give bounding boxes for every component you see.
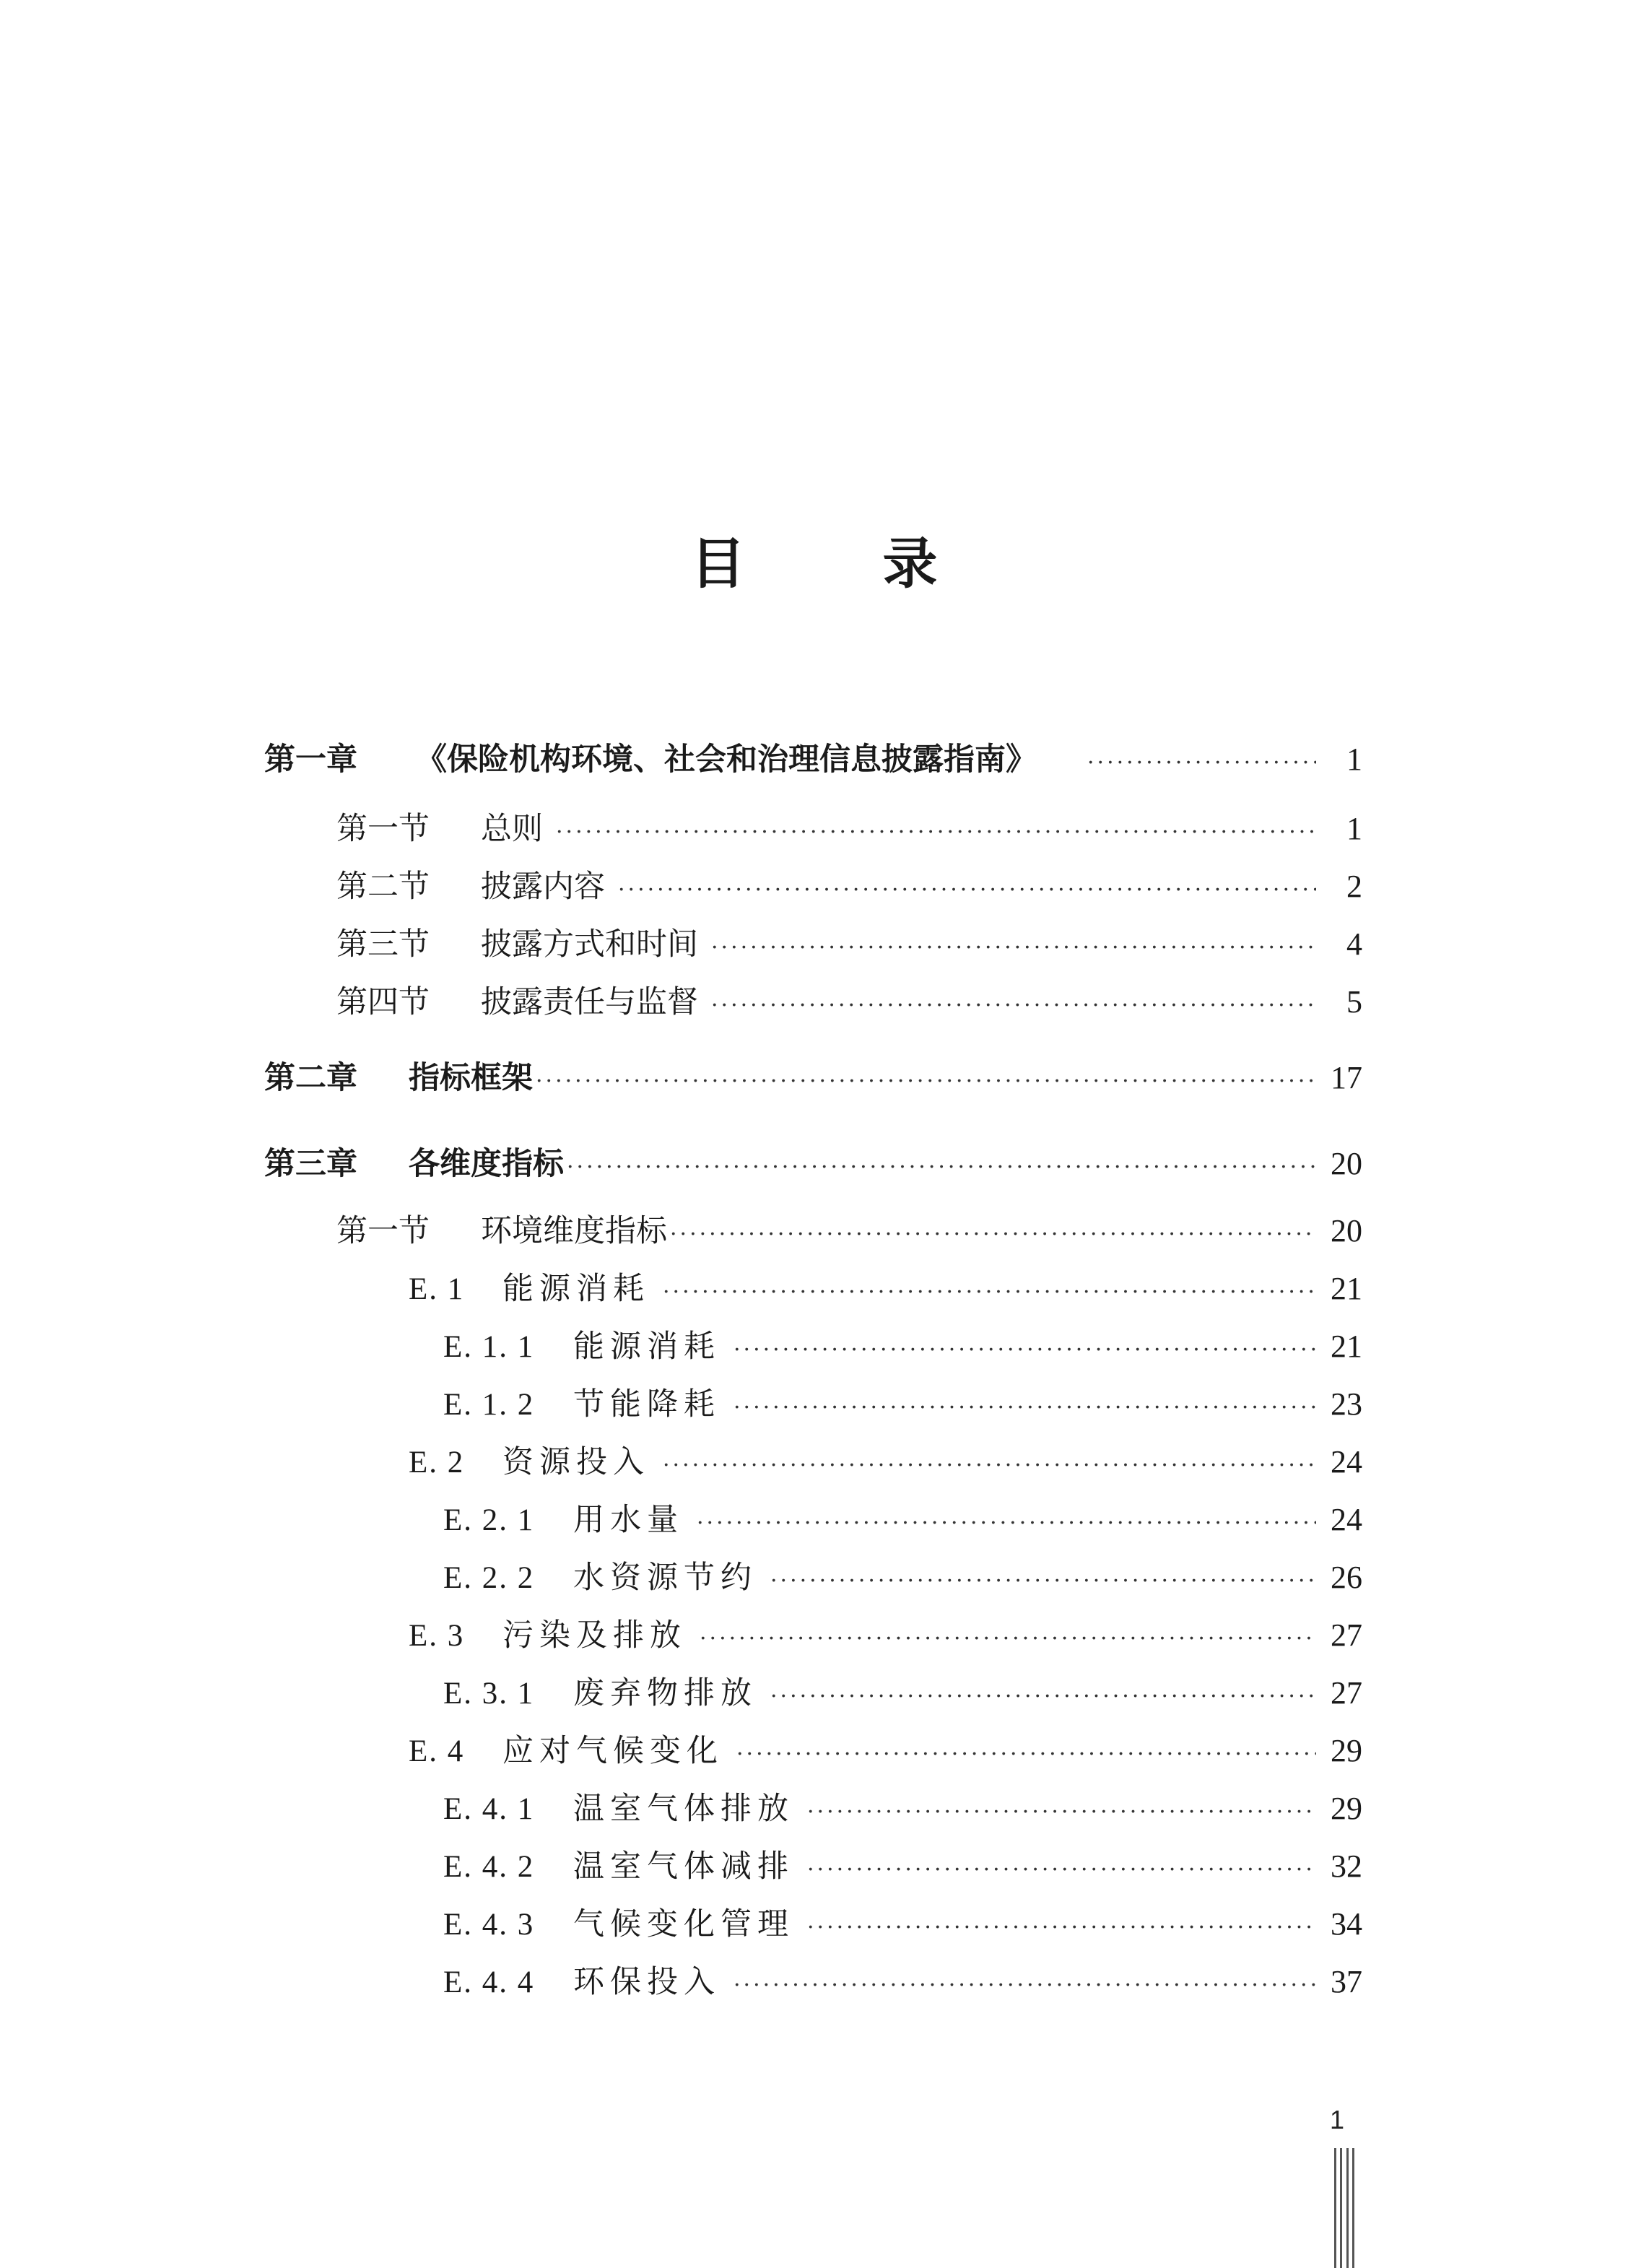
page-number: 1 xyxy=(1330,2105,1345,2134)
toc-entry[interactable] xyxy=(443,1903,1362,1946)
toc-entry-page: 32 xyxy=(1331,1848,1362,1884)
dot-leader xyxy=(618,869,1316,912)
dot-leader xyxy=(1087,742,1316,785)
toc-entry-title: 各维度指标 xyxy=(409,1146,564,1182)
toc-entry[interactable] xyxy=(443,1672,1362,1715)
toc-entry-page: 20 xyxy=(1331,1213,1362,1248)
toc-entry-title: 环保投入 xyxy=(573,1964,721,2000)
toc-entry-page: 27 xyxy=(1331,1617,1362,1653)
dot-leader xyxy=(663,1271,1316,1314)
dot-leader xyxy=(807,1906,1316,1950)
toc-entry-title: 能源消耗 xyxy=(502,1271,650,1307)
toc-entry-number: 第二章 xyxy=(264,1060,357,1096)
toc-entry-number: 第一章 xyxy=(264,742,357,778)
toc-entry[interactable] xyxy=(409,1614,1362,1657)
dot-leader xyxy=(770,1675,1316,1719)
toc-entry-title: 气候变化管理 xyxy=(573,1906,794,1942)
toc-entry-page: 34 xyxy=(1331,1906,1362,1942)
toc-entry[interactable] xyxy=(264,1056,1362,1100)
toc-entry-page: 24 xyxy=(1331,1502,1362,1537)
toc-entry-title: 应对气候变化 xyxy=(502,1733,723,1769)
dot-leader xyxy=(770,1560,1316,1603)
toc-entry[interactable] xyxy=(264,1142,1362,1186)
toc-entry-title: 《保险机构环境、社会和治理信息披露指南》 xyxy=(416,742,1037,778)
toc-entry-number: 第一节 xyxy=(336,811,430,847)
toc-entry-number: E. 3. 1 xyxy=(443,1677,535,1711)
toc-entry-page: 37 xyxy=(1331,1964,1362,1999)
toc-entry[interactable] xyxy=(336,923,1362,966)
toc-entry-page: 17 xyxy=(1331,1060,1362,1095)
toc-entry-title: 指标框架 xyxy=(409,1060,533,1096)
toc-entry[interactable] xyxy=(443,1383,1362,1426)
title-char-1: 目 xyxy=(690,531,746,596)
toc-entry-number: E. 4. 3 xyxy=(443,1908,535,1942)
toc-entry-page: 26 xyxy=(1331,1560,1362,1595)
toc-entry[interactable] xyxy=(443,1845,1362,1888)
toc-entry[interactable] xyxy=(336,1209,1362,1253)
toc-entry-number: 第三章 xyxy=(264,1146,357,1182)
dot-leader xyxy=(807,1791,1316,1834)
toc-entry-page: 29 xyxy=(1331,1733,1362,1768)
dot-leader xyxy=(567,1146,1316,1189)
toc-entry-page: 4 xyxy=(1346,926,1362,962)
toc-entry-title: 污染及排放 xyxy=(502,1617,687,1654)
dot-leader xyxy=(734,1329,1316,1372)
toc-entry[interactable] xyxy=(443,1325,1362,1368)
toc-entry-page: 1 xyxy=(1346,742,1362,777)
toc-entry-page: 5 xyxy=(1346,984,1362,1020)
dot-leader xyxy=(734,1386,1316,1430)
toc-entry-page: 21 xyxy=(1331,1271,1362,1306)
toc-entry[interactable] xyxy=(336,981,1362,1024)
toc-entry-number: E. 4 xyxy=(409,1734,465,1768)
toc-entry-number: 第二节 xyxy=(336,869,430,905)
toc-entry-page: 1 xyxy=(1346,811,1362,846)
toc-entry-title: 披露责任与监督 xyxy=(481,984,698,1020)
toc-entry-page: 24 xyxy=(1331,1444,1362,1480)
decorative-vertical-lines xyxy=(1334,2148,1354,2268)
toc-entry-number: E. 4. 4 xyxy=(443,1965,535,1999)
toc-entry-title: 环境维度指标 xyxy=(481,1213,667,1249)
toc-entry[interactable] xyxy=(409,1441,1362,1484)
toc-entry-title: 披露内容 xyxy=(481,869,605,905)
toc-entry-number: E. 2. 1 xyxy=(443,1503,535,1537)
toc-entry[interactable] xyxy=(336,865,1362,908)
toc-entry-title: 披露方式和时间 xyxy=(481,926,698,963)
toc-entry-title: 总则 xyxy=(481,811,543,847)
dot-leader xyxy=(697,1502,1316,1545)
toc-entry-title: 资源投入 xyxy=(502,1444,650,1480)
toc-entry[interactable] xyxy=(409,1729,1362,1773)
toc-entry-number: E. 2 xyxy=(409,1446,465,1480)
toc-entry[interactable] xyxy=(409,1267,1362,1311)
toc-entry-page: 27 xyxy=(1331,1675,1362,1711)
toc-entry-page: 2 xyxy=(1346,869,1362,904)
toc-entry-number: E. 3 xyxy=(409,1619,465,1653)
toc-entry-title: 水资源节约 xyxy=(573,1560,757,1596)
toc-entry-number: E. 1. 2 xyxy=(443,1388,535,1422)
title-char-2: 录 xyxy=(882,531,938,596)
toc-entry-title: 能源消耗 xyxy=(573,1329,721,1365)
toc-entry-number: 第四节 xyxy=(336,984,430,1020)
dot-leader xyxy=(736,1733,1316,1776)
toc-entry-number: E. 2. 2 xyxy=(443,1561,535,1595)
dot-leader xyxy=(734,1964,1316,2007)
toc-entry-number: E. 1 xyxy=(409,1272,465,1306)
toc-entry[interactable] xyxy=(443,1960,1362,2004)
toc-entry[interactable] xyxy=(443,1498,1362,1542)
toc-entry-title: 温室气体减排 xyxy=(573,1848,794,1885)
dot-leader xyxy=(670,1213,1316,1256)
toc-entry-page: 21 xyxy=(1331,1329,1362,1364)
dot-leader xyxy=(556,811,1316,854)
dot-leader xyxy=(663,1444,1316,1487)
toc-entry-title: 废弃物排放 xyxy=(573,1675,757,1711)
toc-entry-number: 第一节 xyxy=(336,1213,430,1249)
toc-entry-number: E. 1. 1 xyxy=(443,1330,535,1364)
dot-leader xyxy=(711,984,1316,1027)
dot-leader xyxy=(711,926,1316,970)
toc-entry-page: 20 xyxy=(1331,1146,1362,1181)
toc-entry-number: E. 4. 2 xyxy=(443,1850,535,1884)
toc-entry[interactable] xyxy=(443,1787,1362,1830)
toc-entry[interactable] xyxy=(443,1556,1362,1599)
toc-entry-page: 23 xyxy=(1331,1386,1362,1422)
dot-leader xyxy=(536,1060,1316,1103)
dot-leader xyxy=(807,1848,1316,1892)
toc-entry-number: E. 4. 1 xyxy=(443,1792,535,1826)
toc-entry-page: 29 xyxy=(1331,1791,1362,1826)
toc-entry[interactable] xyxy=(264,738,1362,781)
toc-entry-title: 用水量 xyxy=(573,1502,684,1538)
toc-entry-number: 第三节 xyxy=(336,926,430,963)
toc-entry-title: 节能降耗 xyxy=(573,1386,721,1422)
toc-entry-title: 温室气体排放 xyxy=(573,1791,794,1827)
dot-leader xyxy=(700,1617,1316,1661)
toc-entry[interactable] xyxy=(336,807,1362,851)
